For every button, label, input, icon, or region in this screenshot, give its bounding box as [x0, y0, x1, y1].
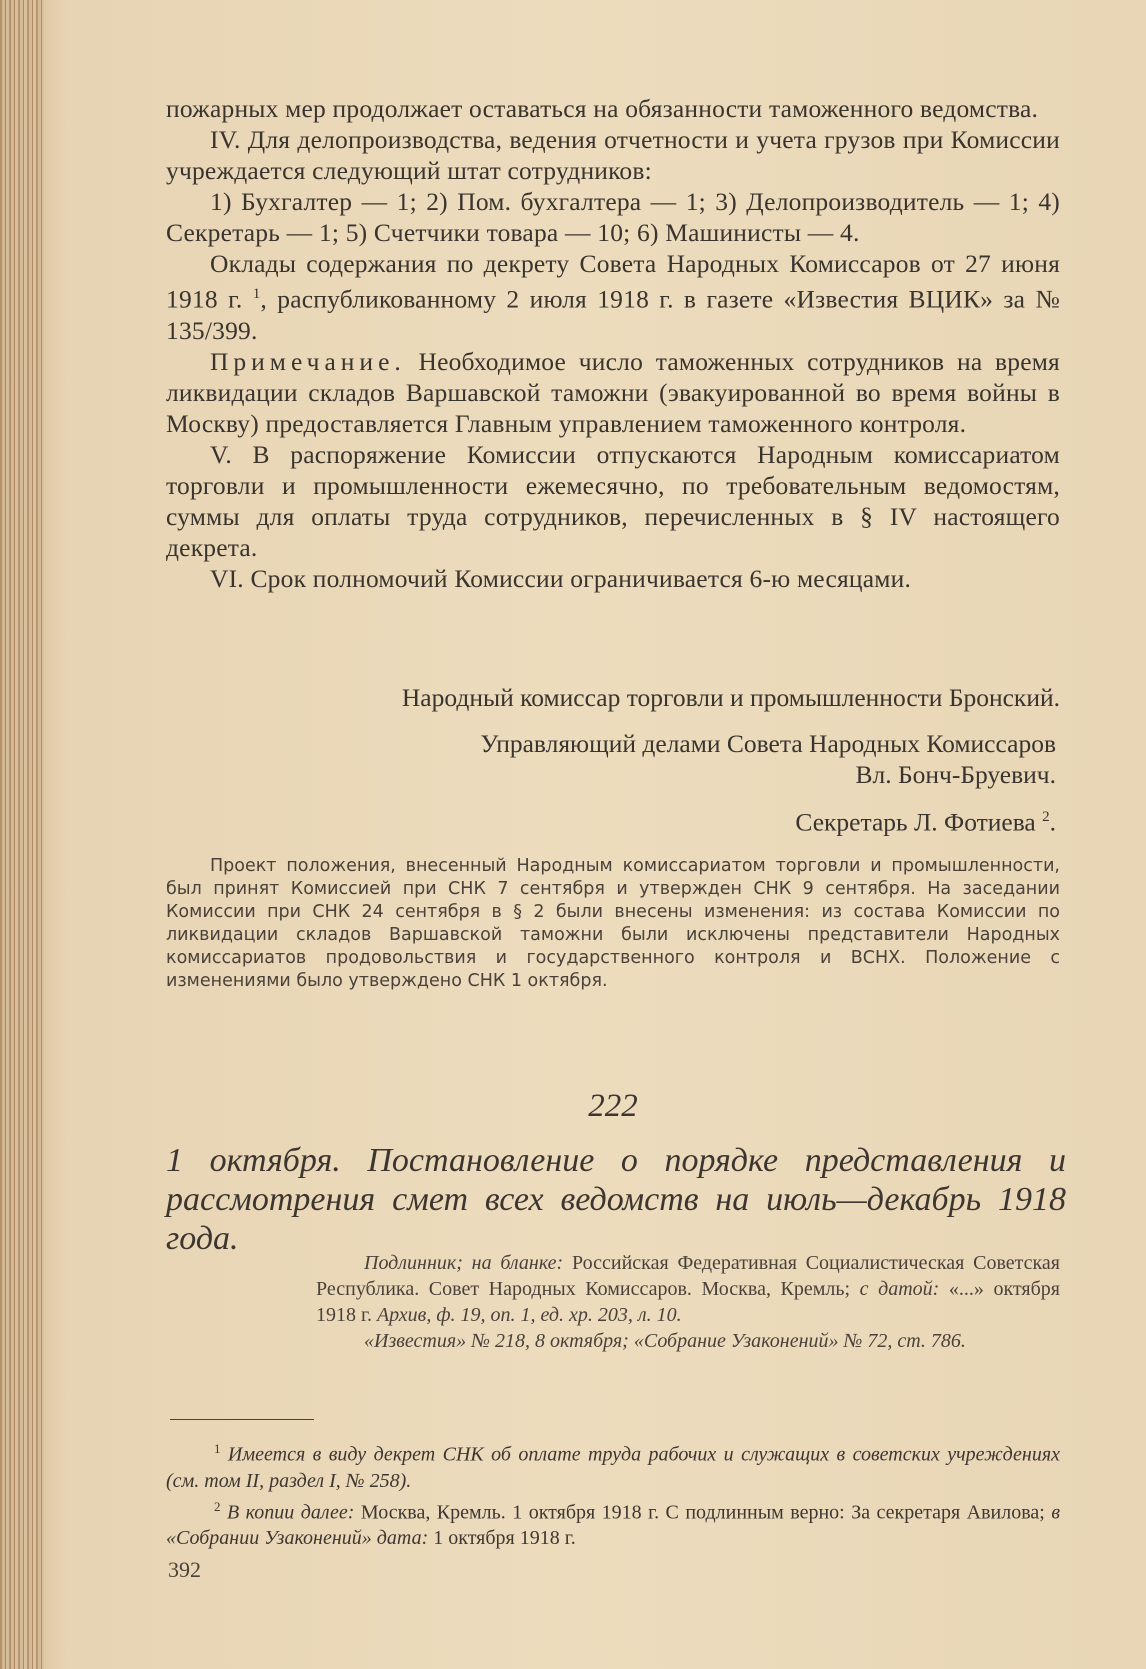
footnote-divider: [170, 1419, 314, 1420]
signature-name: Вл. Бонч-Бруевич.: [855, 760, 1056, 789]
footnote-1-text: Имеется в виду декрет СНК об оплате труда рабочих и служащих в советских учреждениях (см. том II, раздел I, № 258).: [166, 1443, 1061, 1492]
source-publication: «Известия» № 218, 8 октября; «Собрание Узаконений» № 72, ст. 786.: [364, 1330, 966, 1352]
paragraph-salaries: [166, 248, 1060, 346]
decree-text: [166, 93, 1060, 594]
footnote-2-text: Москва, Кремль. 1 октября 1918 г. С подлинным верно: За секретаря Авилова;: [354, 1501, 1052, 1524]
source-archive: Архив, ф. 19, оп. 1, ед. хр. 203, л. 10.: [376, 1304, 682, 1326]
page-number: 392: [168, 1557, 201, 1582]
footnote-ref-2: 2: [1042, 809, 1050, 825]
paragraph-section-iv: IV. Для делопроизводства, ведения отчетности и учета грузов при Комиссии учреждается следующий штат сотрудников:: [166, 125, 1060, 185]
footnote-2-mark: 2: [214, 1498, 221, 1514]
footnotes: [166, 1436, 1060, 1551]
footnote-1: [166, 1436, 1060, 1494]
salaries-text-b: , распубликованному 2 июля 1918 г. в газете «Известия ВЦИК» за № 135/399.: [166, 284, 1061, 345]
footnote-2-date: 1 октября 1918 г.: [428, 1527, 576, 1550]
editorial-note: [166, 855, 1060, 993]
note-label: Примечание.: [210, 346, 406, 376]
paragraph-staff-list: 1) Бухгалтер — 1; 2) Пом. бухгалтера — 1; 3) Делопроизводитель — 1; 4) Секретарь — 1; 5) Счетчики товара — 10; 6) Машинисты — 4.: [166, 187, 1060, 247]
source-original-label: Подлинник; на бланке:: [364, 1252, 564, 1274]
paragraph-note: [166, 346, 1060, 439]
source-letterhead: Российская Федеративная Социалистическая Советская Республика. Совет Народных Комиссаров. Москва, Кремль;: [316, 1252, 1061, 1300]
footnote-2-label: В копии далее:: [226, 1501, 355, 1524]
note-text: Необходимое число таможенных сотрудников на время ликвидации складов Варшавской таможни (эвакуированной во время войны в Москву) предоставляется Главным управлением таможенного контроля.: [166, 346, 1060, 438]
paragraph-section-vi: VI. Срок полномочий Комиссии ограничивается 6-ю месяцами.: [210, 563, 912, 593]
signature-fotieva-dot: .: [1049, 807, 1056, 837]
source-original: [316, 1250, 1060, 1328]
source-date-label: с датой:: [859, 1278, 940, 1300]
paragraph-continuation: пожарных мер продолжает оставаться на обязанности таможенного ведомства.: [166, 94, 1039, 123]
document-heading: 1 октября. Постановление о порядке представления и рассмотрения смет всех ведомств на июль—декабрь 1918 года.: [166, 1142, 1066, 1257]
signature-fotieva: [795, 802, 1056, 838]
signature-bronsky: Народный комиссар торговли и промышленности Бронский.: [401, 683, 1060, 712]
document-number: 222: [588, 1088, 638, 1124]
source-date: «...» октября 1918 г.: [316, 1278, 1060, 1326]
source-reference: [316, 1250, 1060, 1354]
salaries-text-a: Оклады содержания по декрету Совета Народных Комиссаров от 27 июня 1918 г.: [166, 249, 1060, 314]
footnote-2-label-b: в «Собрании Узаконений» дата:: [166, 1501, 1061, 1550]
signature-fotieva-text: Секретарь Л. Фотиева: [795, 807, 1036, 837]
footnote-ref-1: 1: [252, 286, 261, 302]
paragraph-section-v: V. В распоряжение Комиссии отпускаются Народным комиссариатом торговли и промышленности ежемесячно, по требовательным ведомостям, суммы для оплаты труда сотрудников, перечисленных в § IV настоящего декрета.: [166, 439, 1060, 562]
editorial-note-text: Проект положения, внесенный Народным комиссариатом торговли и промышленности, был принят Комиссией при СНК 7 сентября и утвержден СНК 9 сентября. На заседании Комиссии при СНК 24 сентября в § 2 были внесены изменения: из состава Комиссии по ликвидации складов Варшавской таможни были исключены представители Народных комиссариатов продовольствия и государственного контроля и ВСНХ. Положение с изменениями было утверждено СНК 1 октября.: [166, 856, 1060, 991]
signature-title: Управляющий делами Совета Народных Комиссаров: [480, 729, 1056, 758]
footnote-1-mark: 1: [214, 1441, 221, 1456]
book-spine-edge: [0, 0, 44, 1669]
footnote-2: [166, 1494, 1060, 1552]
signature-bonch-bruevich: [480, 728, 1056, 790]
